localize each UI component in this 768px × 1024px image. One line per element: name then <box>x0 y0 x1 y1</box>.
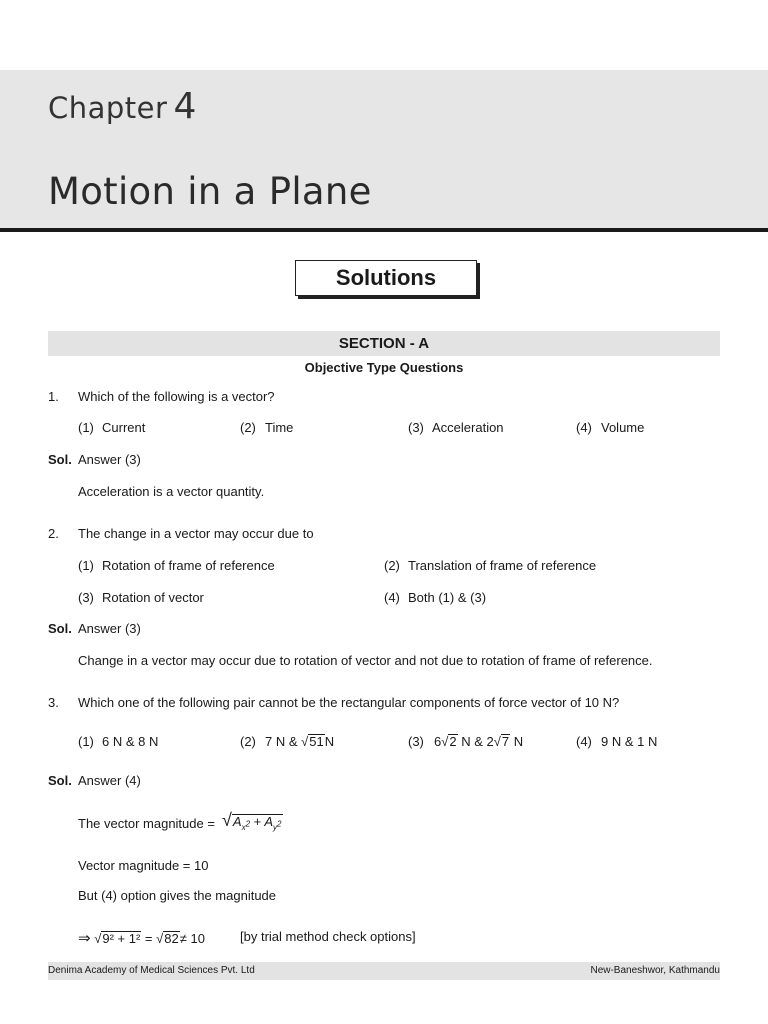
sqrt-symbol: √9² + 1² <box>94 931 141 946</box>
radicand: 51 <box>309 734 324 749</box>
option-number: (2) <box>240 734 256 749</box>
option-number: (2) <box>384 558 400 573</box>
question-number: 3. <box>48 695 59 710</box>
header-rule <box>0 228 768 232</box>
chapter-title: Motion in a Plane <box>48 170 372 213</box>
implies-arrow: ⇒ <box>78 930 91 947</box>
formula-term: A <box>264 814 274 829</box>
formula-term: A <box>232 814 242 829</box>
explanation-text: Change in a vector may occur due to rotation of vector and not due to rotation of frame of reference. <box>78 653 653 668</box>
option-text: Current <box>102 420 146 435</box>
formula-operator: + <box>253 814 262 829</box>
answer-text: Answer (3) <box>78 452 141 467</box>
sqrt-symbol: √7 <box>493 734 510 749</box>
radicand: 82 <box>164 931 179 946</box>
option-text: 9 N & 1 N <box>601 734 658 749</box>
option-text-part: N & 2 <box>461 734 494 749</box>
option-number: (1) <box>78 734 94 749</box>
sqrt-symbol: √2 <box>441 734 457 749</box>
option-text-part: 6 <box>434 734 442 749</box>
solutions-box: Solutions <box>295 260 477 296</box>
option-number: (4) <box>576 734 592 749</box>
footer-right: New-Baneshwor, Kathmandu <box>590 965 720 976</box>
option-text: Acceleration <box>432 420 504 435</box>
option-number: (3) <box>78 590 94 605</box>
option-text-part: N <box>324 734 335 749</box>
solution-label: Sol. <box>48 621 72 636</box>
chapter-label <box>48 86 197 127</box>
option-number: (3) <box>408 420 424 435</box>
option-text: 6 N & 8 N <box>102 734 159 749</box>
question-text: Which one of the following pair cannot be the rectangular components of force vector of 10 N? <box>78 695 620 710</box>
answer-text: Answer (4) <box>78 773 141 788</box>
solution-label: Sol. <box>48 452 72 467</box>
explanation-text: The vector magnitude = <box>78 816 215 831</box>
answer-text: Answer (3) <box>78 621 141 636</box>
option-text: Rotation of vector <box>102 590 204 605</box>
option-text: Volume <box>601 420 645 435</box>
trial-note: [by trial method check options] <box>240 929 416 944</box>
question-text: Which of the following is a vector? <box>78 389 275 404</box>
option-number: (4) <box>576 420 592 435</box>
footer-left: Denima Academy of Medical Sciences Pvt. Ltd <box>48 965 255 976</box>
chapter-number: 4 <box>173 86 197 127</box>
option-number: (4) <box>384 590 400 605</box>
option-number: (1) <box>78 420 94 435</box>
explanation-text: Acceleration is a vector quantity. <box>78 484 265 499</box>
sqrt-symbol: √51 <box>301 734 324 749</box>
option-text <box>265 734 334 749</box>
option-text: Time <box>265 420 294 435</box>
trial-equation <box>78 929 205 947</box>
question-text: The change in a vector may occur due to <box>78 526 314 541</box>
formula-subscript: x <box>241 822 246 832</box>
formula-subscript: y <box>273 822 278 832</box>
sqrt-symbol: √82 <box>156 931 179 946</box>
option-number: (1) <box>78 558 94 573</box>
not-equal-text: ≠ 10 <box>179 931 205 946</box>
option-text: Rotation of frame of reference <box>102 558 275 573</box>
option-number: (2) <box>240 420 256 435</box>
section-subtitle: Objective Type Questions <box>304 360 464 375</box>
option-text-part: 7 N & <box>265 734 298 749</box>
radicand: 7 <box>501 734 510 749</box>
option-text-part: N <box>513 734 524 749</box>
radicand: 9² + 1² <box>102 931 141 946</box>
explanation-text: Vector magnitude = 10 <box>78 858 209 873</box>
sqrt-symbol: √ <box>222 810 232 830</box>
formula-superscript: 2 <box>245 818 251 828</box>
option-text: Translation of frame of reference <box>408 558 597 573</box>
question-number: 1. <box>48 389 59 404</box>
magnitude-formula <box>222 810 283 832</box>
option-text <box>434 734 523 749</box>
radicand: 2 <box>449 734 457 749</box>
option-text: Both (1) & (3) <box>408 590 487 605</box>
option-number: (3) <box>408 734 424 749</box>
formula-superscript: 2 <box>277 818 282 828</box>
explanation-text: But (4) option gives the magnitude <box>78 888 277 903</box>
chapter-label-text: Chapter <box>48 91 168 125</box>
equals-sign: = <box>144 931 153 946</box>
question-number: 2. <box>48 526 59 541</box>
solution-label: Sol. <box>48 773 72 788</box>
section-title: SECTION - A <box>48 331 720 356</box>
